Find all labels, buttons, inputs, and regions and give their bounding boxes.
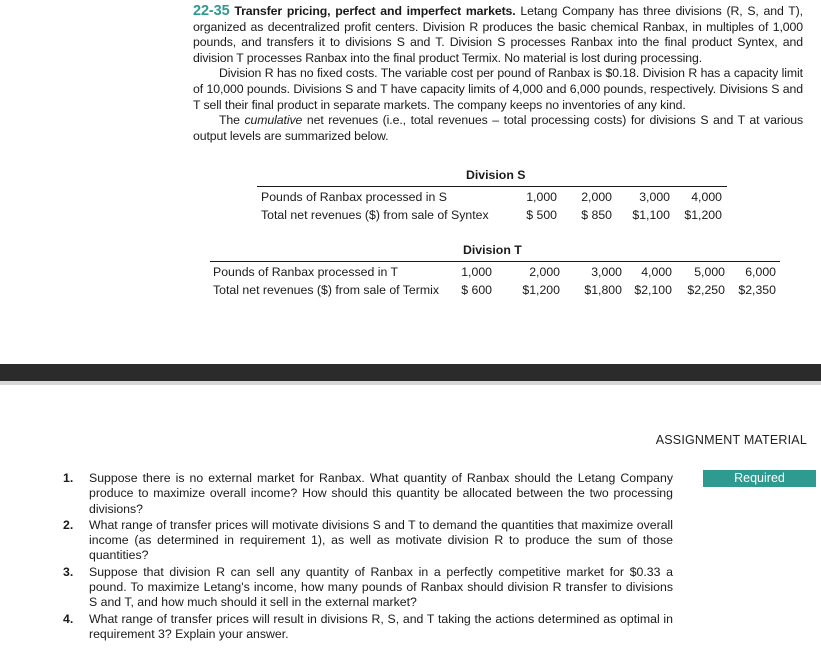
division-s-cell: $1,100	[632, 208, 670, 222]
division-t-rule	[210, 261, 780, 262]
division-t-cell: $ 600	[461, 283, 492, 297]
page-separator-band	[0, 364, 821, 381]
division-t-cell: $2,250	[687, 283, 725, 297]
division-t-title: Division T	[463, 243, 522, 257]
division-t-row1-label: Pounds of Ranbax processed in T	[213, 265, 399, 279]
problem-title: Transfer pricing, perfect and imperfect markets.	[234, 4, 516, 18]
division-s-row2-label: Total net revenues ($) from sale of Syntex	[261, 208, 489, 222]
list-item	[63, 518, 673, 564]
section-header: ASSIGNMENT MATERIAL	[655, 433, 807, 447]
division-t-cell: $1,200	[522, 283, 560, 297]
division-t-cell: 3,000	[591, 265, 622, 279]
division-t-cell: $2,350	[738, 283, 776, 297]
list-item	[63, 612, 673, 643]
division-s-cell: $ 850	[581, 208, 612, 222]
division-s-cell: 4,000	[691, 190, 722, 204]
problem-text	[193, 4, 803, 144]
division-t-cell: 6,000	[745, 265, 776, 279]
problem-paragraph-1-body: Letang Company has three divisions (R, S, and T), organized as decentralized profit centers. Division R produces the basic chemical Ranbax, in multiples of 1,000 pounds, and transfers it to divisions S and T. Division S processes Ranbax into the final product Syntex, and division T processes Ranbax into the final product Termix. No material is lost during processing.	[193, 4, 803, 65]
problem-paragraph-3	[193, 113, 803, 144]
requirement-text: What range of transfer prices will motivate divisions S and T to demand the quantities that maximize overall income (as determined in requirement 1), as well as motivate division R to produce the sum of those quantities?	[89, 517, 673, 563]
division-t-cell: 5,000	[694, 265, 725, 279]
para3-post: net revenues (i.e., total revenues – total processing costs) for divisions S and T at various output levels are summarized below.	[193, 113, 803, 143]
list-item	[63, 565, 673, 611]
division-s-row1-label: Pounds of Ranbax processed in S	[261, 190, 447, 204]
division-t-cell: $1,800	[584, 283, 622, 297]
requirements-list	[63, 471, 673, 643]
division-t-cell: 2,000	[529, 265, 560, 279]
division-s-cell: $1,200	[684, 208, 722, 222]
requirement-number: 4.	[63, 611, 74, 626]
division-s-title: Division S	[466, 168, 526, 182]
division-s-cell: 3,000	[639, 190, 670, 204]
problem-paragraph-2: Division R has no fixed costs. The variable cost per pound of Ranbax is $0.18. Division R has a capacity limit of 10,000 pounds. Divisions S and T have capacity limits of 4,000 and 6,000 pounds, respectively. Divisions S and T sell their final product in separate markets. The company keeps no inventories of any kind.	[193, 66, 803, 112]
requirement-text: What range of transfer prices will result in divisions R, S, and T taking the actions determined as optimal in requirement 3? Explain your answer.	[89, 611, 673, 641]
division-s-rule	[257, 186, 727, 187]
division-t-row2-label: Total net revenues ($) from sale of Termix	[213, 283, 439, 297]
problem-paragraph-1	[193, 4, 803, 66]
requirement-text: Suppose that division R can sell any quantity of Ranbax in a perfectly competitive market for $0.33 a pound. To maximize Letang's income, how many pounds of Ranbax should division R transfer to divisions S and T, and how much should it sell in the external market?	[89, 564, 673, 610]
division-t-cell: 1,000	[461, 265, 492, 279]
requirement-number: 3.	[63, 564, 74, 579]
list-item	[63, 471, 673, 517]
requirement-number: 1.	[63, 471, 74, 485]
division-t-cell: 4,000	[641, 265, 672, 279]
requirement-number: 2.	[63, 517, 74, 532]
page-separator-shadow	[0, 381, 821, 385]
required-badge: Required	[703, 470, 816, 487]
division-s-cell: 1,000	[526, 190, 557, 204]
division-s-cell: $ 500	[526, 208, 557, 222]
division-s-cell: 2,000	[581, 190, 612, 204]
para3-emphasis: cumulative	[244, 113, 303, 128]
division-t-cell: $2,100	[634, 283, 672, 297]
problem-number: 22-35	[193, 3, 230, 19]
requirement-text: Suppose there is no external market for Ranbax. What quantity of Ranbax should the Letang Company produce to maximize overall income? How should this quantity be allocated between the two processing divisions?	[89, 471, 673, 516]
para3-pre: The	[219, 113, 245, 128]
